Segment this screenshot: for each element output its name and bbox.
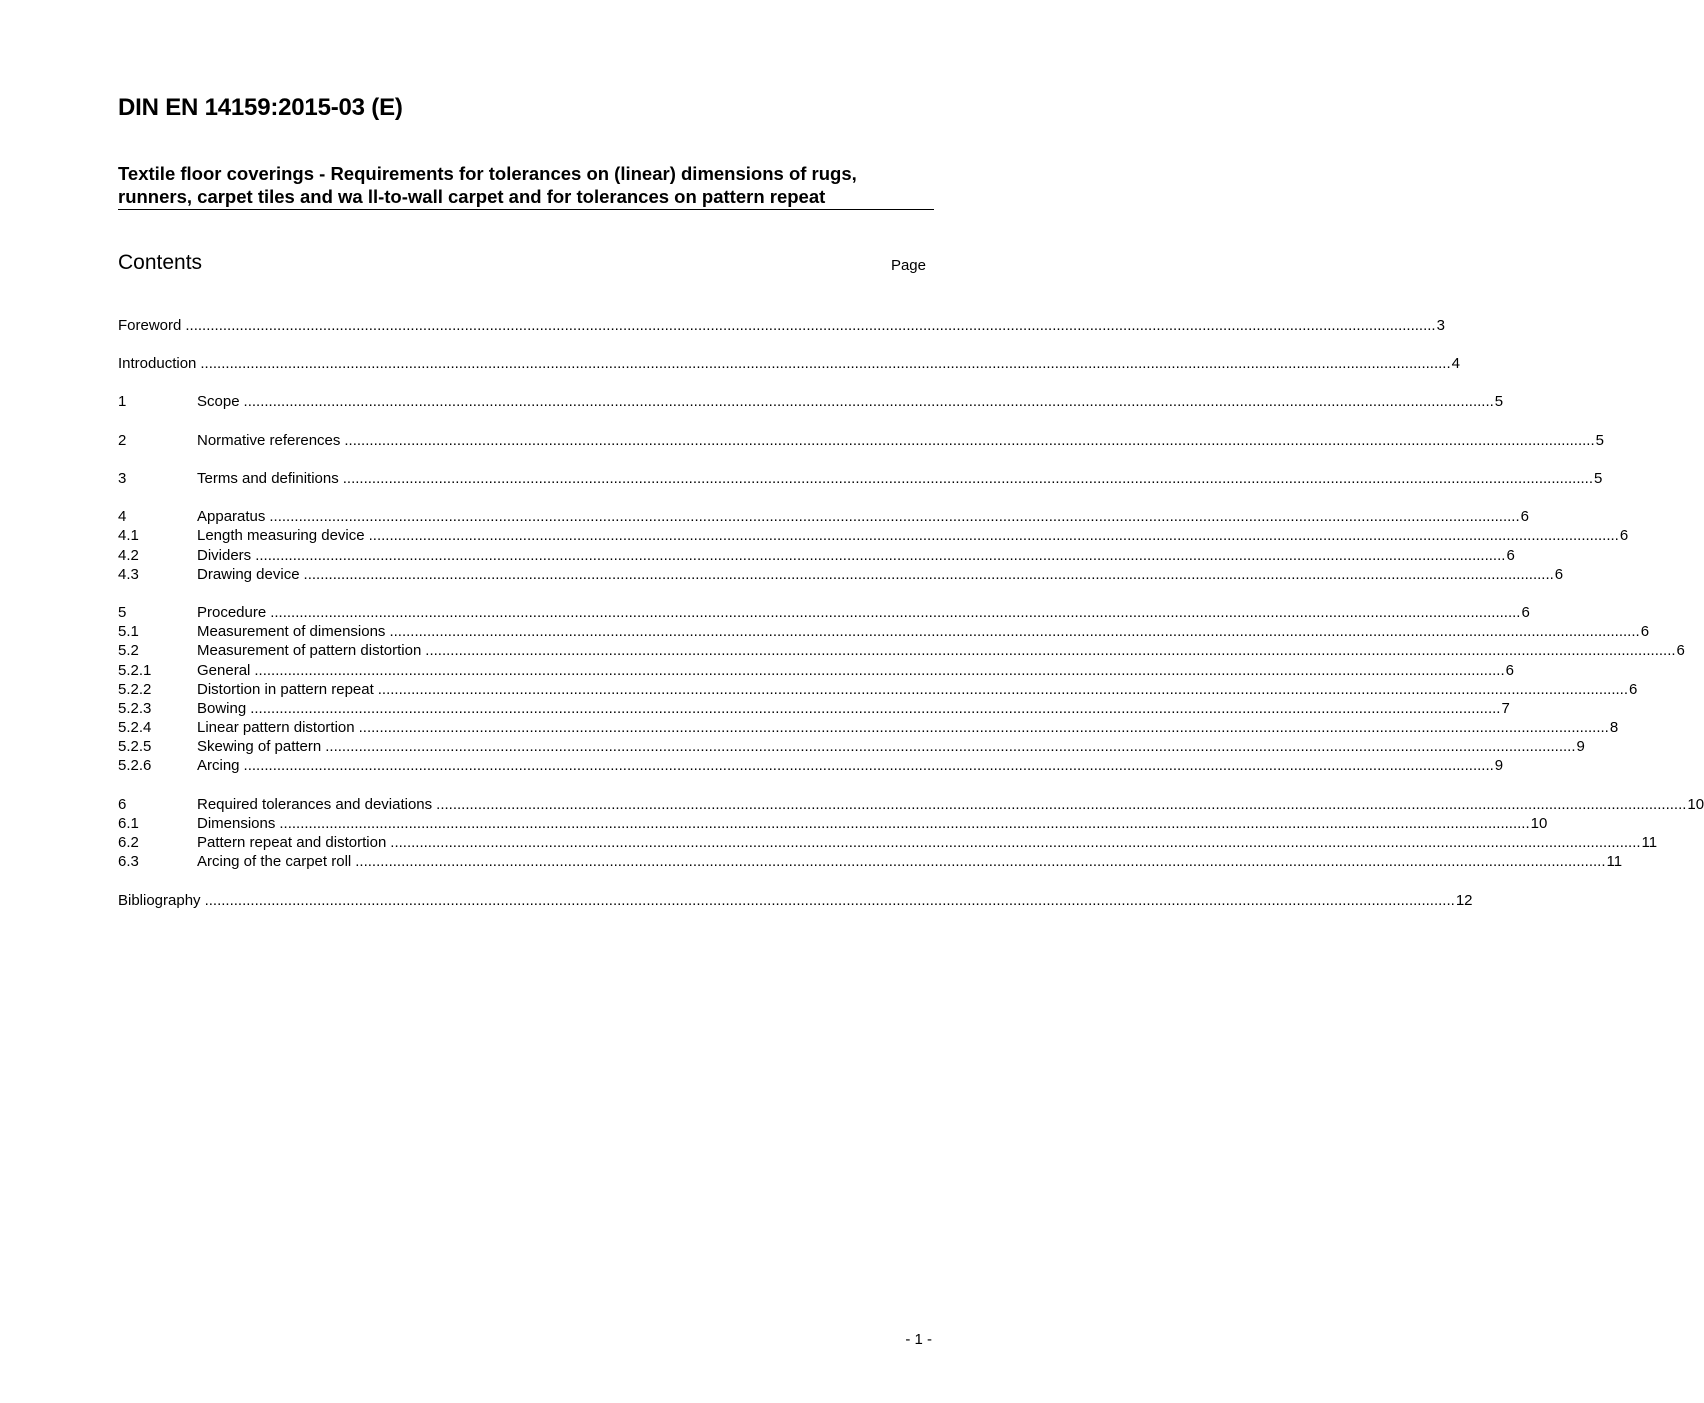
document-title-line: Textile floor coverings - Requirements for tolerances on (linear) dimensions of rugs, (118, 163, 857, 184)
toc-dot-leader: ............................................................................................................................................................................................................................................................................................................ (250, 700, 1501, 717)
toc-entry-page: 3 (1436, 317, 1445, 334)
toc-dot-leader: ............................................................................................................................................................................................................................................................................................................ (436, 796, 1687, 813)
toc-entry[interactable] (118, 852, 1623, 872)
document-title (118, 162, 934, 210)
toc-entry[interactable] (118, 526, 1629, 546)
toc-dot-leader: ............................................................................................................................................................................................................................................................................................................ (269, 508, 1520, 525)
contents-heading: Contents (118, 251, 203, 274)
toc-entry-number: 6 (118, 796, 127, 813)
toc-dot-leader: ............................................................................................................................................................................................................................................................................................................ (342, 470, 1593, 487)
toc-dot-leader: ............................................................................................................................................................................................................................................................................................................ (255, 547, 1506, 564)
toc-entry[interactable] (118, 565, 1564, 585)
toc-entry[interactable] (118, 737, 1585, 757)
toc-dot-leader: ............................................................................................................................................................................................................................................................................................................ (243, 757, 1494, 774)
toc-entry-number: 3 (118, 470, 127, 487)
toc-entry[interactable] (118, 661, 1514, 681)
toc-entry[interactable] (118, 354, 1460, 374)
toc-dot-leader: ............................................................................................................................................................................................................................................................................................................ (368, 527, 1619, 544)
toc-entry-page: 6 (1619, 527, 1629, 544)
toc-dot-leader: ............................................................................................................................................................................................................................................................................................................ (279, 815, 1530, 832)
toc-entry-title: Apparatus (197, 508, 266, 525)
toc-entry-number: 4.1 (118, 527, 139, 544)
toc-entry-page: 10 (1530, 815, 1548, 832)
toc-entry-page: 11 (1641, 834, 1658, 851)
toc-entry-page: 9 (1494, 757, 1504, 774)
toc-dot-leader: ............................................................................................................................................................................................................................................................................................................ (355, 853, 1606, 870)
toc-dot-leader: ............................................................................................................................................................................................................................................................................................................ (254, 662, 1505, 679)
toc-entry-page: 6 (1554, 566, 1564, 583)
toc-entry-page: 6 (1640, 623, 1650, 640)
toc-entry-title: Required tolerances and deviations (197, 796, 433, 813)
toc-entry-page: 6 (1506, 547, 1515, 564)
toc-entry-page: 6 (1676, 642, 1685, 659)
toc-entry-page: 6 (1505, 662, 1514, 679)
toc-entry-title: Dividers (197, 547, 252, 564)
toc-dot-leader: ............................................................................................................................................................................................................................................................................................................ (204, 892, 1455, 909)
toc-entry[interactable] (118, 699, 1510, 719)
toc-entry-title: Normative references (197, 432, 341, 449)
toc-entry-title: Bowing (197, 700, 247, 717)
toc-dot-leader: ............................................................................................................................................................................................................................................................................................................ (358, 719, 1609, 736)
toc-entry-title: Foreword (118, 317, 182, 334)
toc-dot-leader: ............................................................................................................................................................................................................................................................................................................ (303, 566, 1554, 583)
toc-entry-page: 6 (1520, 508, 1529, 525)
document-id: DIN EN 14159:2015-03 (E) (118, 94, 403, 121)
toc-entry-title: Pattern repeat and distortion (197, 834, 387, 851)
toc-entry-page: 5 (1595, 432, 1604, 449)
toc-entry-number: 1 (118, 393, 127, 410)
toc-entry-page: 4 (1451, 355, 1460, 372)
toc-entry[interactable] (118, 814, 1548, 834)
toc-entry-title: Drawing device (197, 566, 300, 583)
toc-entry-number: 6.2 (118, 834, 139, 851)
toc-entry-title: Measurement of pattern distortion (197, 642, 422, 659)
page-column-label: Page (890, 257, 926, 274)
toc-entry-number: 6.3 (118, 853, 139, 870)
toc-dot-leader: ............................................................................................................................................................................................................................................................................................................ (389, 623, 1640, 640)
toc-entry-number: 5.2.4 (118, 719, 152, 736)
toc-entry-page: 10 (1687, 796, 1704, 813)
toc-entry-page: 6 (1521, 604, 1530, 621)
toc-entry[interactable] (118, 718, 1619, 738)
toc-entry-number: 2 (118, 432, 127, 449)
toc-entry[interactable] (118, 833, 1658, 853)
toc-entry-number: 5.2.5 (118, 738, 152, 755)
toc-entry-title: Length measuring device (197, 527, 365, 544)
toc-entry-number: 5.2 (118, 642, 139, 659)
toc-entry-number: 5.2.1 (118, 662, 152, 679)
toc-entry[interactable] (118, 756, 1504, 776)
toc-entry-title: Arcing (197, 757, 240, 774)
toc-entry-number: 5.2.6 (118, 757, 152, 774)
toc-dot-leader: ............................................................................................................................................................................................................................................................................................................ (390, 834, 1641, 851)
toc-entry-title: Distortion in pattern repeat (197, 681, 374, 698)
toc-entry-number: 6.1 (118, 815, 139, 832)
toc-entry[interactable] (118, 392, 1504, 412)
toc-entry-title: Introduction (118, 355, 197, 372)
toc-entry[interactable] (118, 431, 1604, 451)
toc-entry-title: Bibliography (118, 892, 201, 909)
toc-entry-page: 5 (1594, 470, 1603, 487)
toc-entry-page: 12 (1455, 892, 1473, 909)
toc-entry-number: 5.2.2 (118, 681, 152, 698)
toc-entry[interactable] (118, 641, 1685, 661)
toc-dot-leader: ............................................................................................................................................................................................................................................................................................................ (243, 393, 1494, 410)
toc-entry-number: 4.2 (118, 547, 139, 564)
toc-dot-leader: ............................................................................................................................................................................................................................................................................................................ (425, 642, 1676, 659)
toc-entry-number: 5 (118, 604, 127, 621)
toc-entry-title: Measurement of dimensions (197, 623, 386, 640)
toc-entry[interactable] (118, 507, 1529, 527)
toc-entry-page: 8 (1609, 719, 1619, 736)
toc-entry[interactable] (118, 795, 1704, 815)
toc-entry-title: Scope (197, 393, 240, 410)
toc-entry-page: 7 (1501, 700, 1510, 717)
toc-entry[interactable] (118, 469, 1603, 489)
toc-entry[interactable] (118, 680, 1638, 700)
toc-entry-title: Procedure (197, 604, 267, 621)
toc-dot-leader: ............................................................................................................................................................................................................................................................................................................ (344, 432, 1595, 449)
toc-entry[interactable] (118, 316, 1445, 336)
toc-entry-title: Skewing of pattern (197, 738, 322, 755)
toc-entry[interactable] (118, 546, 1515, 566)
toc-entry-page: 6 (1629, 681, 1638, 698)
toc-entry-title: Terms and definitions (197, 470, 339, 487)
toc-entry-page: 11 (1606, 853, 1623, 870)
toc-entry-title: General (197, 662, 251, 679)
toc-dot-leader: ............................................................................................................................................................................................................................................................................................................ (185, 317, 1436, 334)
toc-entry[interactable] (118, 603, 1530, 623)
toc-entry-number: 4.3 (118, 566, 139, 583)
toc-entry-number: 5.2.3 (118, 700, 152, 717)
toc-dot-leader: ............................................................................................................................................................................................................................................................................................................ (200, 355, 1451, 372)
toc-entry-page: 5 (1494, 393, 1504, 410)
toc-entry-number: 5.1 (118, 623, 139, 640)
toc-entry-number: 4 (118, 508, 127, 525)
toc-dot-leader: ............................................................................................................................................................................................................................................................................................................ (270, 604, 1521, 621)
toc-entry[interactable] (118, 622, 1650, 642)
page-number: - 1 - (905, 1331, 932, 1348)
toc-dot-leader: ............................................................................................................................................................................................................................................................................................................ (325, 738, 1576, 755)
document-title-line: runners, carpet tiles and wa ll-to-wall carpet and for tolerances on pattern repeat (118, 186, 826, 207)
toc-entry-title: Dimensions (197, 815, 276, 832)
toc-dot-leader: ............................................................................................................................................................................................................................................................................................................ (377, 681, 1629, 698)
toc-entry[interactable] (118, 891, 1473, 911)
toc-entry-page: 9 (1576, 738, 1585, 755)
toc-entry-title: Arcing of the carpet roll (197, 853, 352, 870)
toc-entry-title: Linear pattern distortion (197, 719, 355, 736)
